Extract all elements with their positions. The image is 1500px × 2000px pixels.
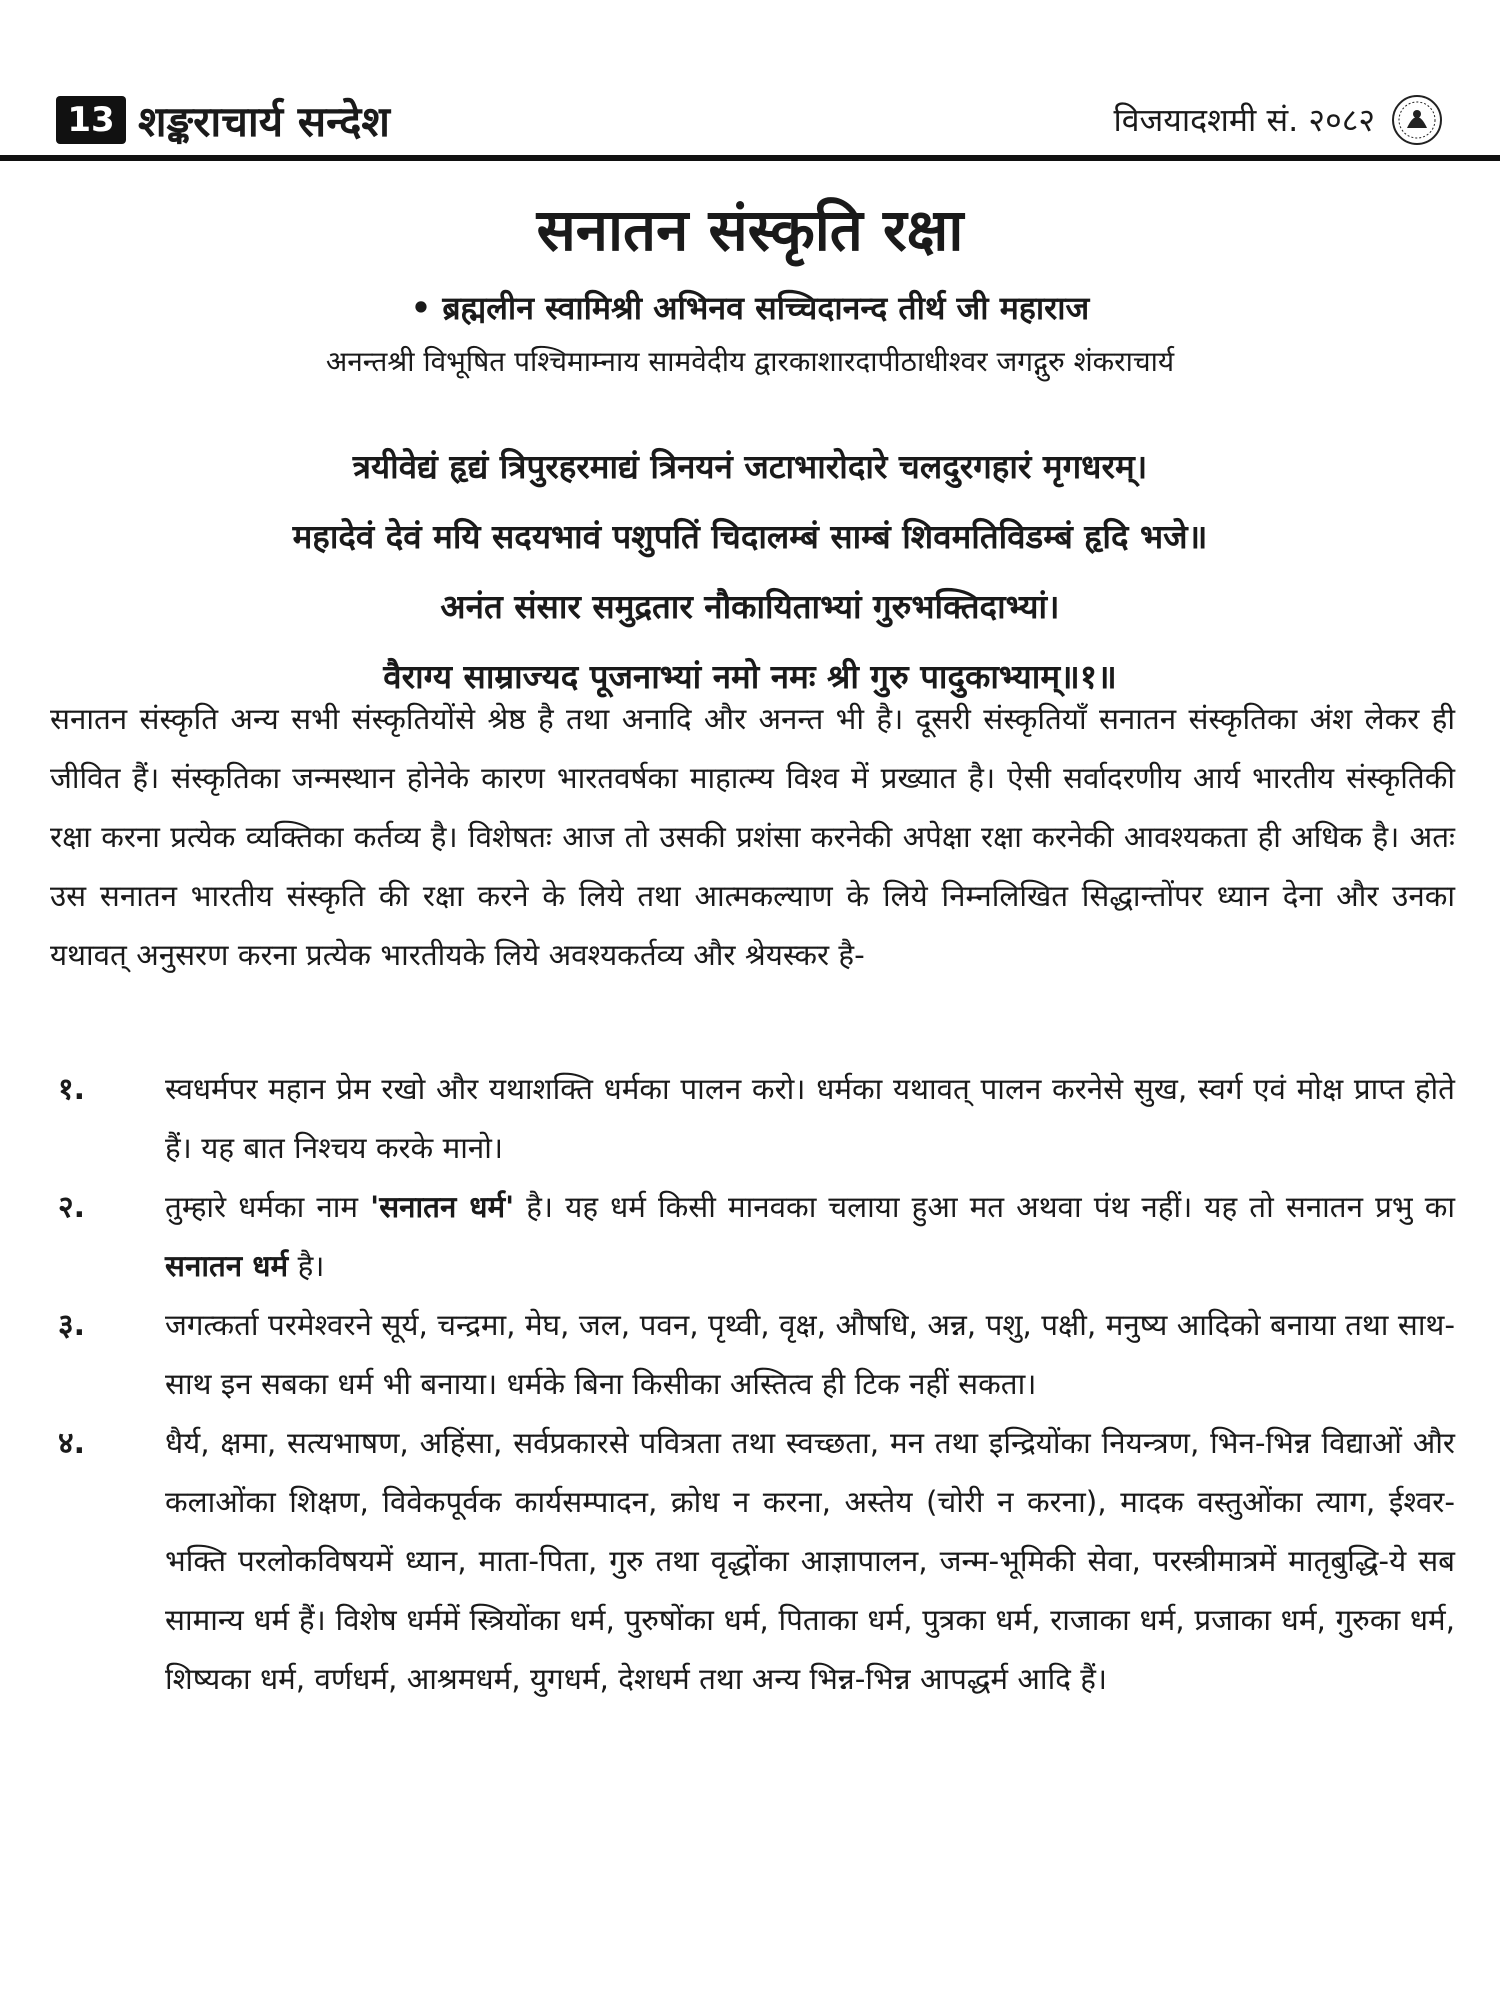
shloka-line: वैराग्य साम्राज्यद पूजनाभ्यां नमो नमः श्री गुरु पादुकाभ्याम्॥१॥ [383, 657, 1117, 696]
item-text: स्वधर्मपर महान प्रेम रखो और यथाशक्ति धर्मका पालन करो। धर्मका यथावत् पालन करनेसे सुख, स्वर्ग एवं मोक्ष प्राप्त होते हैं। यह बात निश्चय करके मानो। [165, 1072, 1455, 1165]
item-text: तुम्हारे धर्मका नाम [165, 1190, 371, 1224]
page-header [48, 88, 1453, 148]
shloka-line: त्रयीवेद्यं हृद्यं त्रिपुरहरमाद्यं त्रिनयनं जटाभारोदारे चलदुरगहारं मृगधरम्। [352, 447, 1148, 486]
magazine-title: शङ्कराचार्य सन्देश [138, 97, 390, 146]
shloka-line: महादेवं देवं मयि सदयभावं पशुपतिं चिदालम्बं साम्बं शिवमतिविडम्बं हृदि भजे॥ [292, 517, 1208, 556]
shloka-line: अनंत संसार समुद्रतार नौकायिताभ्यां गुरुभक्तिदाभ्यां। [440, 587, 1060, 626]
list-item [50, 1296, 1455, 1414]
item-bold-text: 'सनातन धर्म' [370, 1190, 515, 1224]
header-rule [0, 155, 1500, 161]
emblem-icon [1389, 92, 1445, 148]
item-text: है। [288, 1249, 325, 1283]
shloka-block [0, 432, 1500, 712]
item-text: है। यह धर्म किसी मानवका चलाया हुआ मत अथवा पंथ नहीं। यह तो सनातन प्रभु का [514, 1190, 1455, 1224]
list-item [50, 1060, 1455, 1178]
intro-paragraph: सनातन संस्कृति अन्य सभी संस्कृतियोंसे श्रेष्ठ है तथा अनादि और अनन्त भी है। दूसरी संस्कृतियाँ सनातन संस्कृतिका अंश लेकर ही जीवित हैं। संस्कृतिका जन्मस्थान होनेके कारण भारतवर्षका माहात्म्य विश्व में प्रख्यात है। ऐसी सर्वादरणीय आर्य भारतीय संस्कृतिकी रक्षा करना प्रत्येक व्यक्तिका कर्तव्य है। विशेषतः आज तो उसकी प्रशंसा करनेकी अपेक्षा रक्षा करनेकी आवश्यकता ही अधिक है। अतः उस सनातन भारतीय संस्कृति की रक्षा करने के लिये तथा आत्मकल्याण के लिये निम्नलिखित सिद्धान्तोंपर ध्यान देना और उनका यथावत् अनुसरण करना प्रत्येक भारतीयके लिये अवश्यकर्तव्य और श्रेयस्कर है- [50, 702, 1455, 972]
item-number: १. [58, 1072, 85, 1107]
page-number: 13 [56, 96, 126, 144]
list-item [50, 1414, 1455, 1709]
article-title: सनातन संस्कृति रक्षा [536, 196, 964, 264]
item-number: ४. [58, 1426, 85, 1461]
item-text: धैर्य, क्षमा, सत्यभाषण, अहिंसा, सर्वप्रकारसे पवित्रता तथा स्वच्छता, मन तथा इन्द्रियोंका नियन्त्रण, भिन-भिन्न विद्याओं और कलाओंका शिक्षण, विवेकपूर्वक कार्यसम्पादन, क्रोध न करना, अस्तेय (चोरी न करना), मादक वस्तुओंका त्याग, ईश्वर-भक्ति परलोकविषयमें ध्यान, माता-पिता, गुरु तथा वृद्धोंका आज्ञापालन, जन्म-भूमिकी सेवा, परस्त्रीमात्रमें मातृबुद्धि-ये सब सामान्य धर्म हैं। विशेष धर्ममें स्त्रियोंका धर्म, पुरुषोंका धर्म, पिताका धर्म, पुत्रका धर्म, राजाका धर्म, प्रजाका धर्म, गुरुका धर्म, शिष्यका धर्म, वर्णधर्म, आश्रमधर्म, युगधर्म, देशधर्म तथा अन्य भिन्न-भिन्न आपद्धर्म आदि हैं। [165, 1426, 1455, 1696]
item-number: २. [58, 1190, 85, 1225]
list-item [50, 1178, 1455, 1296]
author-subtitle: अनन्तश्री विभूषित पश्चिमाम्नाय सामवेदीय द्वारकाशारदापीठाधीश्वर जगद्गुरु शंकराचार्य [325, 345, 1175, 378]
edition-label: विजयादशमी सं. २०८२ [1113, 101, 1375, 139]
item-number: ३. [58, 1308, 85, 1343]
article-author: • ब्रह्मलीन स्वामिश्री अभिनव सच्चिदानन्द तीर्थ जी महाराज [410, 289, 1090, 327]
item-text: जगत्कर्ता परमेश्वरने सूर्य, चन्द्रमा, मेघ, जल, पवन, पृथ्वी, वृक्ष, औषधि, अन्न, पशु, पक्षी, मनुष्य आदिको बनाया तथा साथ-साथ इन सबका धर्म भी बनाया। धर्मके बिना किसीका अस्तित्व ही टिक नहीं सकता। [165, 1308, 1455, 1401]
principles-list [50, 1060, 1455, 1709]
item-bold-text: सनातन धर्म [165, 1249, 289, 1283]
